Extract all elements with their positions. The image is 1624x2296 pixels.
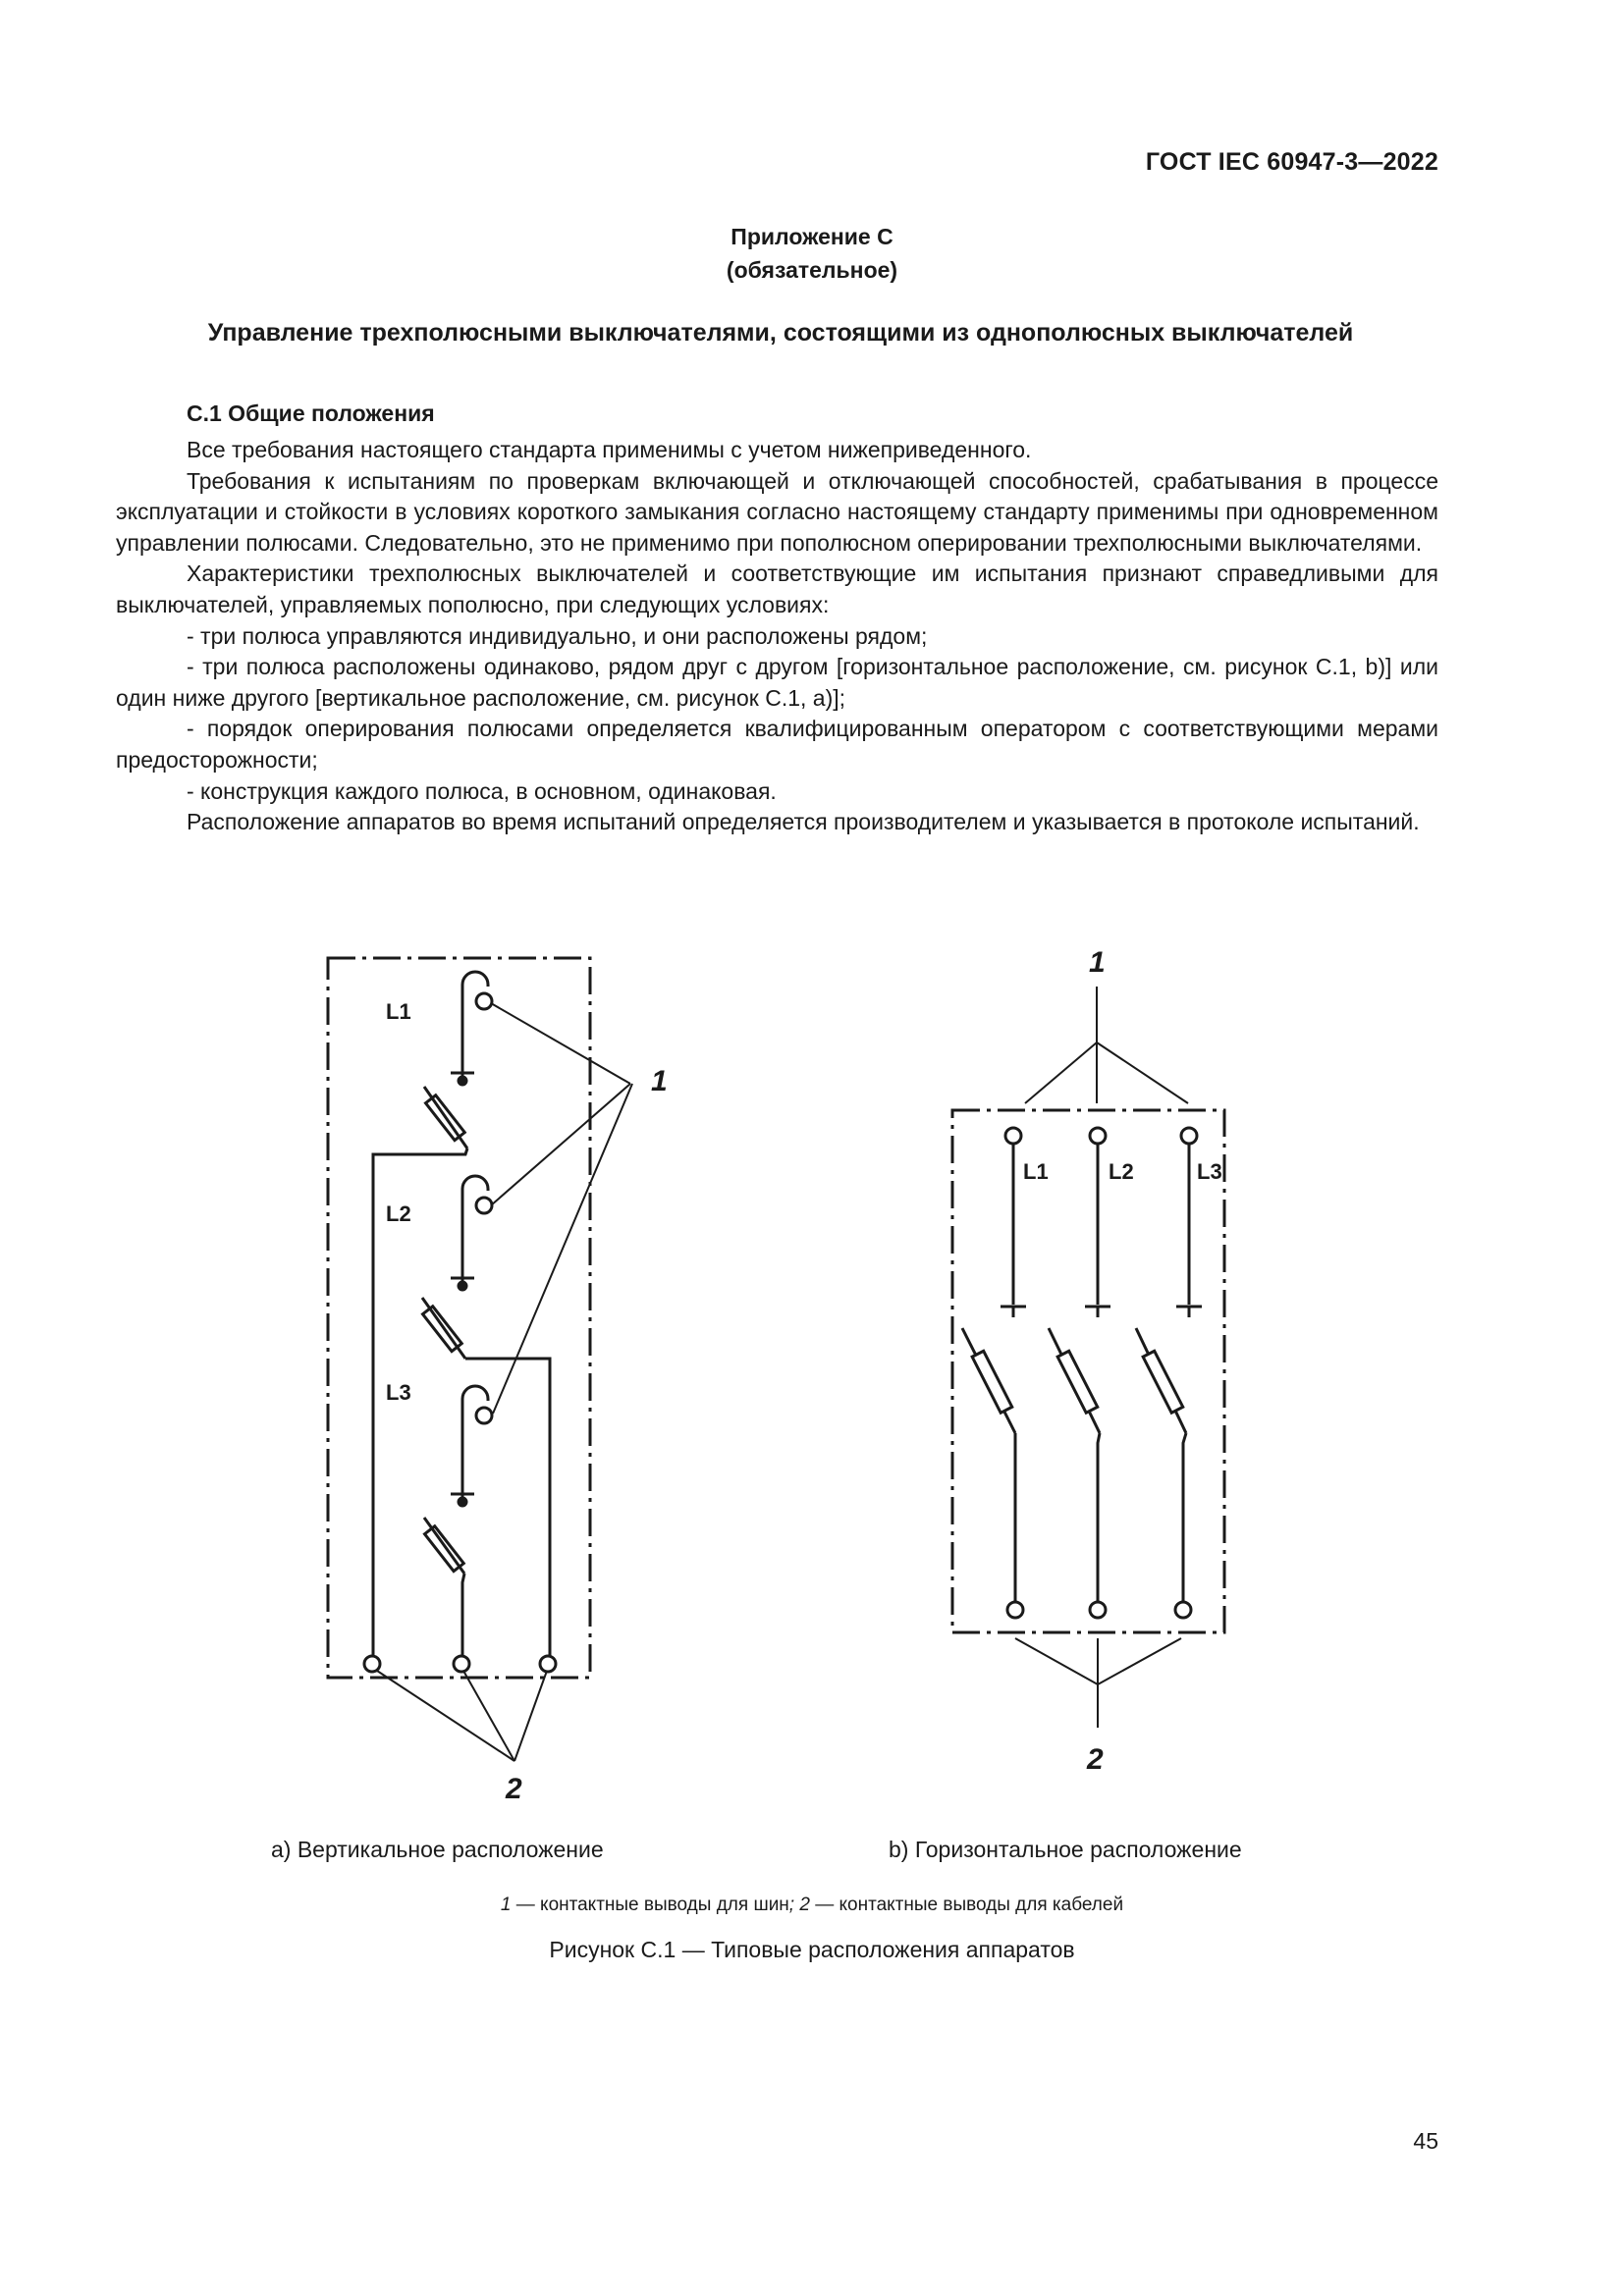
pole-l1-b <box>962 1128 1026 1618</box>
busbar-terminal-icon <box>476 993 492 1009</box>
appendix-title: Приложение С <box>731 224 893 249</box>
figure-title: Рисунок С.1 — Типовые расположения аппаратов <box>549 1937 1075 1962</box>
cable-terminal-icon <box>1090 1602 1106 1618</box>
appendix-heading: Управление трехполюсными выключателями, состоящими из однополюсных выключателей <box>207 319 1354 347</box>
paragraph: Требования к испытаниям по проверкам включающей и отключающей способностей, срабатывания в процессе эксплуатации и стойкости в условиях короткого замыкания согласно настоящему стандарту применимы при одновременном управлении полюсами. Следовательно, это не применимо при пополюсном оперировании трехполюсными выключателями. <box>116 467 1438 556</box>
pole-l1-a <box>373 972 492 1659</box>
legend-separator: ; <box>788 1895 800 1915</box>
list-item: - три полюса управляются индивидуально, и они расположены рядом; <box>187 622 928 649</box>
standard-id: ГОСТ IEC 60947-3—2022 <box>1145 148 1438 176</box>
cable-terminal-icon <box>540 1656 556 1672</box>
callout-2-a: 2 <box>506 1773 522 1805</box>
busbar-terminal-icon <box>1090 1128 1106 1144</box>
busbar-terminal-icon <box>476 1408 492 1423</box>
pole-l3-a <box>424 1386 492 1659</box>
cable-terminal-icon <box>364 1656 380 1672</box>
fuse-icon <box>1057 1351 1098 1413</box>
pole-l3-b <box>1136 1128 1202 1618</box>
pole-label-l2: L2 <box>386 1201 411 1226</box>
caption-vertical: а) Вертикальное расположение <box>271 1837 604 1862</box>
callout-1-a: 1 <box>651 1065 668 1097</box>
pole-label-l1: L1 <box>386 999 411 1024</box>
legend-number: 2 <box>799 1895 810 1915</box>
pole-label-l3: L3 <box>1197 1159 1222 1184</box>
list-item: - три полюса расположены одинаково, рядом друг с другом [горизонтальное расположение, см. рисунок С.1, b)] или один ниже другого [вертикальное расположение, см. рисунок С.1, а)]; <box>116 654 1438 711</box>
legend-text: — контактные выводы для шин <box>511 1895 789 1915</box>
paragraph: Расположение аппаратов во время испытаний определяется производителем и указывается в протоколе испытаний. <box>187 809 1420 835</box>
list-item: - порядок оперирования полюсами определяется квалифицированным оператором с соответствующими мерами предосторожности; <box>116 716 1438 773</box>
pole-label-l3: L3 <box>386 1380 411 1405</box>
pole-label-l2: L2 <box>1109 1159 1134 1184</box>
diagram-vertical <box>328 958 632 1761</box>
figure-legend <box>0 1895 1624 1916</box>
fuse-icon <box>972 1351 1012 1413</box>
fuse-icon <box>1143 1351 1183 1413</box>
pole-l2-a <box>422 1176 550 1659</box>
cable-terminal-icon <box>454 1656 469 1672</box>
pole-label-l1: L1 <box>1023 1159 1049 1184</box>
paragraph: Характеристики трехполюсных выключателей и соответствующие им испытания признают справедливыми для выключателей, управляемых пополюсно, при следующих условиях: <box>116 561 1438 617</box>
cable-terminal-icon <box>1007 1602 1023 1618</box>
pole-l2-b <box>1049 1128 1110 1618</box>
section-heading: С.1 Общие положения <box>187 400 435 426</box>
page-number: 45 <box>1413 2128 1438 2154</box>
diagram-horizontal <box>952 987 1224 1728</box>
callout-2-b: 2 <box>1087 1743 1104 1776</box>
busbar-terminal-icon <box>1181 1128 1197 1144</box>
legend-text: — контактные выводы для кабелей <box>809 1895 1124 1915</box>
list-item: - конструкция каждого полюса, в основном, одинаковая. <box>187 777 777 804</box>
appendix-status: (обязательное) <box>726 257 898 283</box>
paragraph: Все требования настоящего стандарта применимы с учетом нижеприведенного. <box>187 437 1032 462</box>
busbar-terminal-icon <box>476 1198 492 1213</box>
cable-terminal-icon <box>1175 1602 1191 1618</box>
caption-horizontal: b) Горизонтальное расположение <box>889 1837 1242 1862</box>
callout-1-b: 1 <box>1089 946 1106 979</box>
legend-number: 1 <box>500 1895 512 1915</box>
busbar-terminal-icon <box>1005 1128 1021 1144</box>
